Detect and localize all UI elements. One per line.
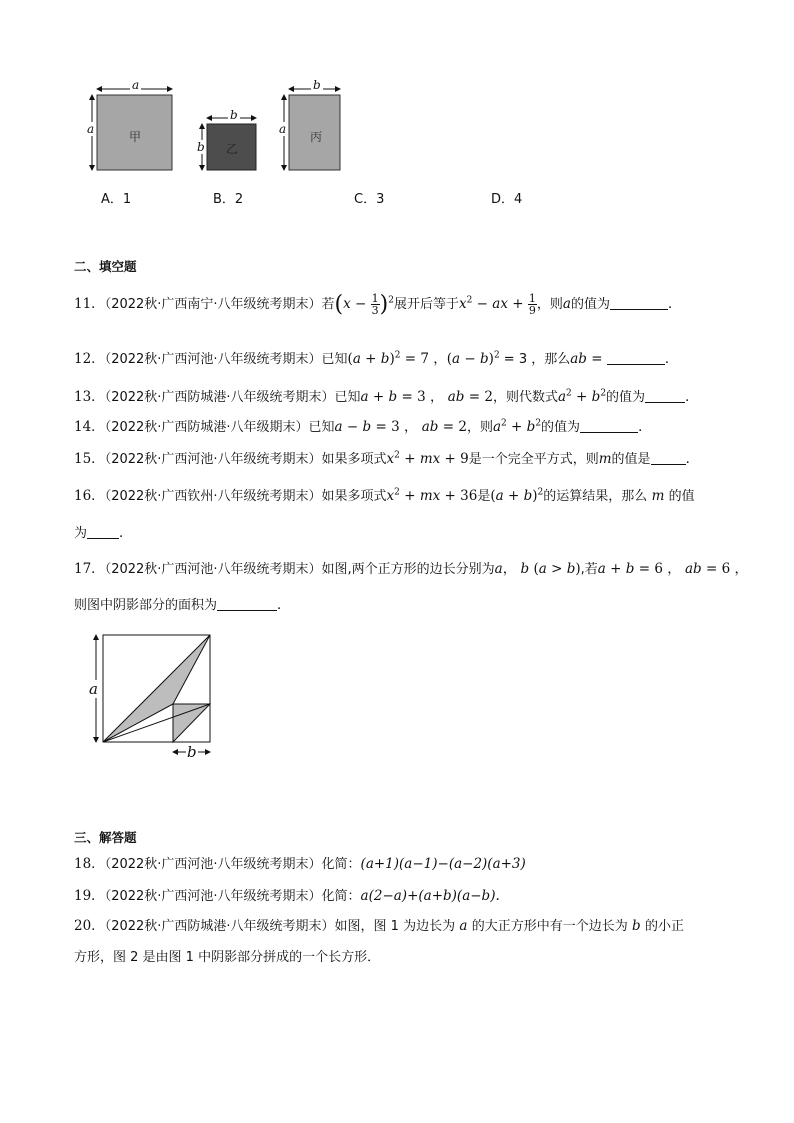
question-16: 16．（2022秋·广西钦州·八年级统考期末）如果多项式$x^2$ + mx + 36是$(a + b)^2$的运算结果，那么 m 的值 [74,487,695,504]
bing-center-label: 丙 [310,130,323,144]
jia-center-label: 甲 [129,130,142,144]
square-figures [80,78,370,178]
jia-side-label: a [87,122,95,136]
option-a[interactable]: A．1 [101,192,132,207]
answer-blank-16[interactable] [87,526,119,539]
option-b[interactable]: B．2 [213,192,244,207]
answer-blank-11[interactable] [610,297,668,310]
question-17-line2: 则图中阴影部分的面积为 ． [74,597,291,613]
bing-top-label: b [313,78,321,92]
answer-blank-12[interactable] [607,352,665,365]
section-solve-heading: 三、解答题 [74,830,137,845]
question-15: 15．（2022秋·广西河池·八年级统考期末）如果多项式$x^2$ + mx + 9是一个完全平方式，则m的值是 ． [74,450,700,467]
option-c[interactable]: C．3 [354,192,385,207]
q17-bottom-label: b [187,743,197,761]
question-12: 12．（2022秋·广西河池·八年级统考期末）已知$(a + b)^2 = 7$ ，$(a - b)^2 = 3$ ，那么ab = ． [74,350,679,367]
yi-top-label: b [230,108,238,122]
question-20: 20．（2022秋·广西防城港·八年级统考期末）如图，图 1 为边长为 a 的大正方形中有一个边长为 b 的小正 [74,918,685,934]
yi-center-label: 乙 [226,142,239,156]
option-d[interactable]: D．4 [491,192,523,207]
yi-side-label: b [197,140,205,154]
shaded-region-large [103,635,210,742]
q17-figure [85,630,220,765]
question-16-line2: 为 ． [74,525,133,541]
question-20-line2: 方形，图 2 是由图 1 中阴影部分拼成的一个长方形． [74,950,381,965]
q17-side-label: a [89,680,98,698]
question-17: 17．（2022秋·广西河池·八年级统考期末）如图,两个正方形的边长分别为a， b (a > b),若a + b = 6 ， ab = 6 ， [74,561,748,577]
question-18: 18．（2022秋·广西河池·八年级统考期末）化简：(a+1)(a−1)−(a−2)(a+3) [74,856,526,872]
shaded-region-small [173,704,210,742]
answer-blank-14[interactable] [580,420,638,433]
bing-side-label: a [279,122,287,136]
answer-blank-17[interactable] [217,598,277,611]
question-13: 13．（2022秋·广西防城港·八年级统考期末）已知a + b = 3 ， ab = 2，则代数式$a^2 + b^2$的值为 ． [74,388,699,405]
question-19: 19．（2022秋·广西河池·八年级统考期末）化简：a(2−a)+(a+b)(a−b). [74,888,500,904]
jia-top-label: a [132,78,140,92]
question-14: 14．（2022秋·广西防城港·八年级期末）已知a − b = 3 ， ab = 2，则$a^2 + b^2$的值为 ． [74,418,652,435]
answer-blank-13[interactable] [645,390,685,403]
answer-blank-15[interactable] [651,452,686,465]
section-fill-heading: 二、填空题 [74,259,137,274]
question-11: 11．（2022秋·广西南宁·八年级统考期末）若(x − $\frac{1}{3}$ )$^2$展开后等于$x^2$ − ax + $\frac{1}{9}$ ，则a的值为 ． [74,292,682,317]
